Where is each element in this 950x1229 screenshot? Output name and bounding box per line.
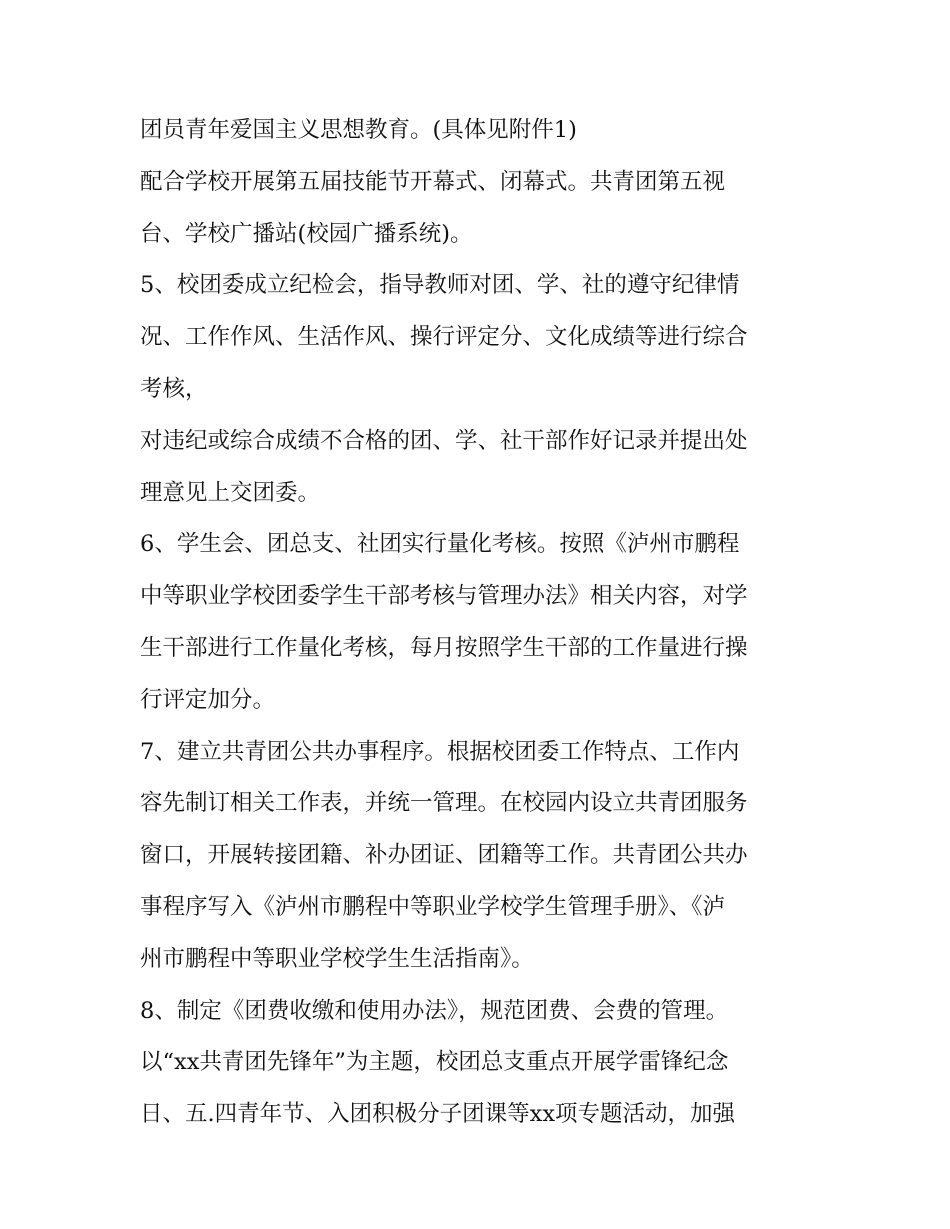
text-line: 窗口，开展转接团籍、补办团证、团籍等工作。共青团公共办 xyxy=(140,842,748,869)
text-line: 理意见上交团委。 xyxy=(140,479,321,506)
text-line: 对违纪或综合成绩不合格的团、学、社干部作好记录并提出处 xyxy=(140,427,748,454)
text-line: 配合学校开展第五届技能节开幕式、闭幕式。共青团第五视 xyxy=(140,168,726,195)
text-line: 以“xx共青团先锋年”为主题，校团总支重点开展学雷锋纪念 xyxy=(140,1049,729,1076)
text-line: 行评定加分。 xyxy=(140,686,276,713)
text-line: 中等职业学校团委学生干部考核与管理办法》相关内容，对学 xyxy=(140,583,748,610)
text-line: 7、建立共青团公共办事程序。根据校团委工作特点、工作内 xyxy=(140,738,740,765)
text-line: 容先制订相关工作表，并统一管理。在校园内设立共青团服务 xyxy=(140,790,748,817)
text-line: 5、校团委成立纪检会，指导教师对团、学、社的遵守纪律情 xyxy=(140,272,740,299)
document-body xyxy=(140,111,830,1147)
text-line: 生干部进行工作量化考核，每月按照学生干部的工作量进行操 xyxy=(140,634,748,661)
text-line: 8、制定《团费收缴和使用办法》，规范团费、会费的管理。 xyxy=(140,997,729,1024)
text-line: 6、学生会、团总支、社团实行量化考核。按照《泸州市鹏程 xyxy=(140,531,740,558)
text-line: 况、工作作风、生活作风、操行评定分、文化成绩等进行综合 xyxy=(140,324,748,351)
text-line: 台、学校广播站(校园广播系统)。 xyxy=(140,220,473,247)
text-line: 考核， xyxy=(140,375,208,402)
text-line: 团员青年爱国主义思想教育。(具体见附件1) xyxy=(140,117,577,143)
text-line: 州市鹏程中等职业学校学生生活指南》。 xyxy=(140,945,534,972)
text-line: 事程序写入《泸州市鹏程中等职业学校学生管理手册》、《泸 xyxy=(140,893,726,920)
text-line: 日、五.四青年节、入团积极分子团课等xx项专题活动，加强 xyxy=(140,1101,736,1128)
